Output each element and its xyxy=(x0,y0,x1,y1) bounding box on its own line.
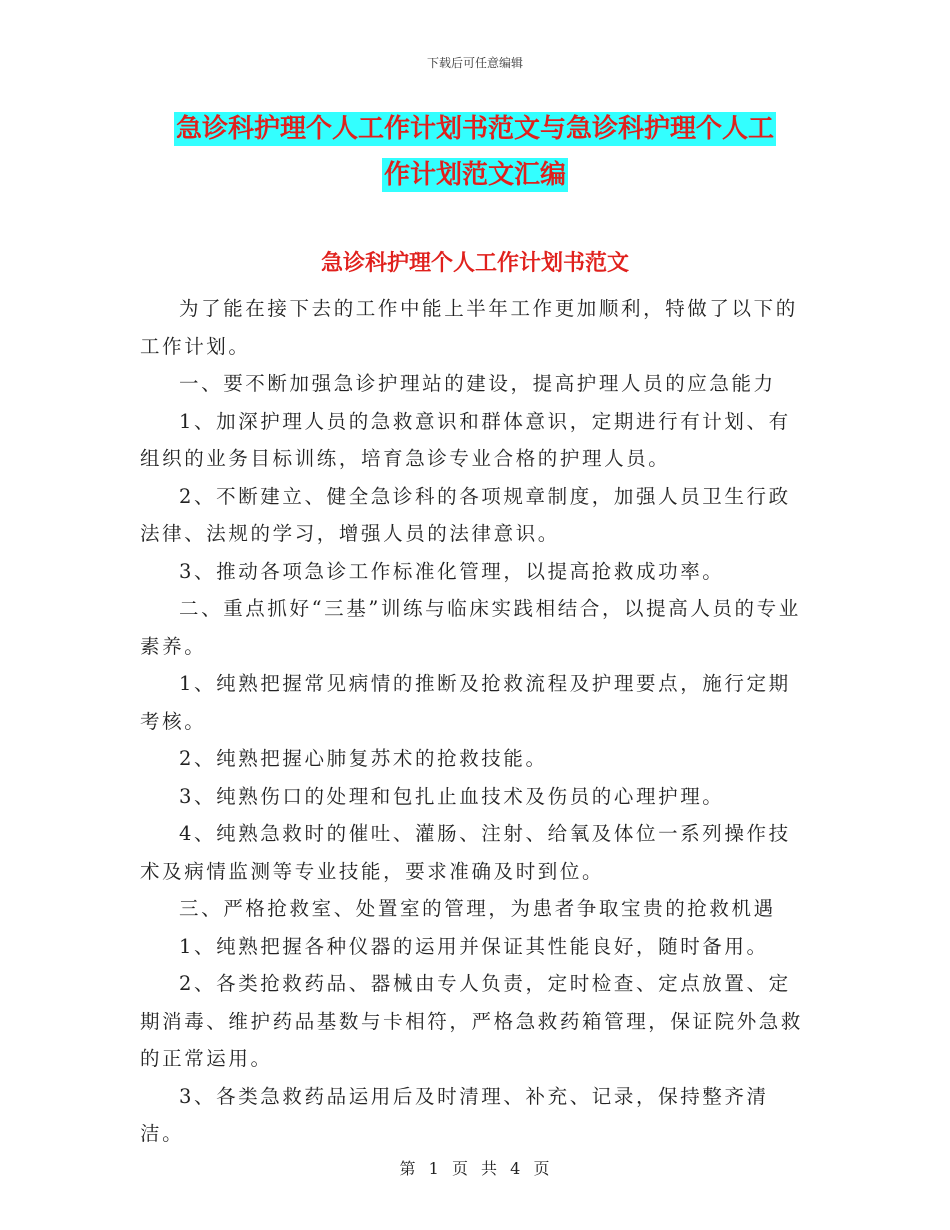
paragraph: 4、纯熟急救时的催吐、灌肠、注射、给氧及体位一系列操作技术及病情监测等专业技能，要求准确及时到位。 xyxy=(140,822,791,883)
footer-total-pages: 4 xyxy=(510,1159,522,1178)
paragraph: 3、纯熟伤口的处理和包扎止血技术及伤员的心理护理。 xyxy=(179,784,725,808)
footer-page-number: 1 xyxy=(428,1159,440,1178)
main-title-line-2: 作计划范文汇编 xyxy=(383,160,566,190)
paragraph: 2、各类抢救药品、器械由专人负责，定时检查、定点放置、定期消毒、维护药品基数与卡相符，严格急救药箱管理，保证院外急救的正常运用。 xyxy=(140,972,804,1070)
footer-total-prefix: 共 xyxy=(481,1159,499,1178)
paragraph: 2、纯熟把握心肺复苏术的抢救技能。 xyxy=(179,747,548,770)
header-note: 下载后可任意编辑 xyxy=(426,56,523,70)
footer-suffix: 页 xyxy=(533,1159,551,1178)
paragraph: 3、推动各项急诊工作标准化管理，以提高抢救成功率。 xyxy=(179,559,725,583)
paragraph: 三、严格抢救室、处置室的管理，为患者争取宝贵的抢救机遇 xyxy=(179,897,776,920)
paragraph: 1、加深护理人员的急救意识和群体意识，定期进行有计划、有组织的业务目标训练，培育急诊专业合格的护理人员。 xyxy=(140,409,791,470)
paragraph: 二、重点抓好“三基”训练与临床实践相结合，以提高人员的专业素养。 xyxy=(140,597,801,658)
footer-prefix: 第 xyxy=(399,1159,417,1178)
paragraph: 2、不断建立、健全急诊科的各项规章制度，加强人员卫生行政法律、法规的学习，增强人员的法律意识。 xyxy=(140,484,791,545)
footer-page-word: 页 xyxy=(451,1159,469,1178)
body-text xyxy=(140,290,812,1153)
paragraph: 为了能在接下去的工作中能上半年工作更加顺利，特做了以下的工作计划。 xyxy=(140,297,798,358)
main-title xyxy=(140,106,810,198)
main-title-line-1: 急诊科护理个人工作计划书范文与急诊科护理个人工 xyxy=(175,114,774,144)
paragraph: 1、纯熟把握各种仪器的运用并保证其性能良好，随时备用。 xyxy=(179,934,769,958)
paragraph: 3、各类急救药品运用后及时清理、补充、记录，保持整齐清洁。 xyxy=(140,1084,769,1145)
paragraph: 1、纯熟把握常见病情的推断及抢救流程及护理要点，施行定期考核。 xyxy=(140,672,791,733)
section-title: 急诊科护理个人工作计划书范文 xyxy=(320,251,629,276)
page-footer xyxy=(0,1156,950,1179)
paragraph: 一、要不断加强急诊护理站的建设，提高护理人员的应急能力 xyxy=(179,372,776,395)
